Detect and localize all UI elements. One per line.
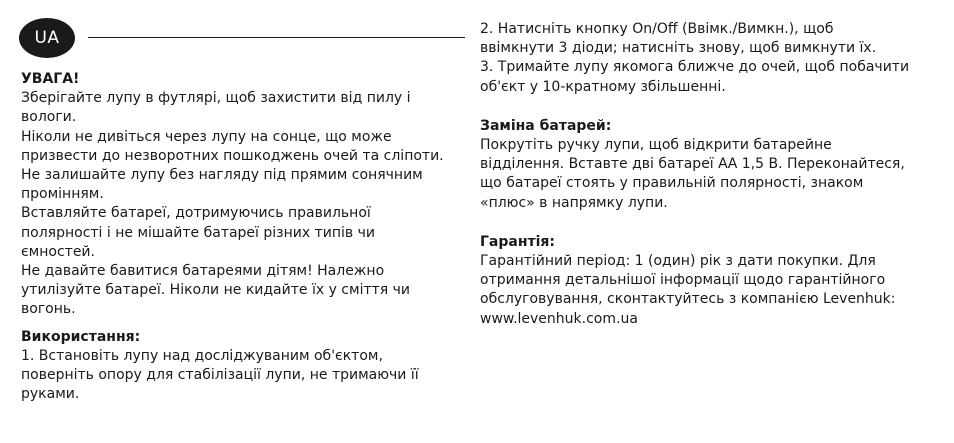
usage-line: 3. Тримайте лупу якомога ближче до очей, щоб побачити: [480, 59, 910, 76]
battery-line: відділення. Вставте дві батареї АА 1,5 В. Переконайтеся,: [480, 156, 905, 173]
usage-line: 1. Встановіть лупу над досліджуваним об'єктом,: [21, 347, 383, 364]
warning-section: [21, 70, 461, 320]
warning-line: Зберігайте лупу в футлярі, щоб захистити від пилу і: [21, 90, 411, 107]
usage-continued-section: [480, 20, 942, 97]
warning-line: Вставляйте батареї, дотримуючись правильної: [21, 205, 371, 222]
usage-line: ввімкнути 3 діоди; натисніть знову, щоб вимкнути їх.: [480, 40, 877, 57]
warranty-line: Гарантійний період: 1 (один) рік з дати покупки. Для: [480, 253, 876, 270]
battery-line: що батареї стоять у правильній полярності, знаком: [480, 175, 864, 192]
header-rule: [88, 37, 465, 38]
battery-line: «плюс» в напрямку лупи.: [480, 194, 668, 211]
warranty-line: отримання детальнішої інформації щодо гарантійного: [480, 272, 886, 289]
usage-line: об'єкт у 10-кратному збільшенні.: [480, 78, 726, 95]
warning-line: вологи.: [21, 109, 77, 126]
battery-line: Покрутіть ручку лупи, щоб відкрити батарейне: [480, 137, 832, 154]
warning-heading: УВАГА!: [21, 71, 80, 87]
warranty-heading: Гарантія:: [480, 233, 556, 250]
battery-section: [480, 117, 942, 213]
warning-line: Не залишайте лупу без нагляду під прямим сонячним: [21, 167, 423, 184]
warning-line: полярності і не мішайте батареї різних типів чи: [21, 224, 375, 241]
warranty-section: [480, 233, 942, 329]
usage-line: 2. Натисніть кнопку On/Off (Ввімк./Вимкн.), щоб: [480, 21, 834, 37]
usage-line: поверніть опору для стабілізації лупи, не тримаючи її: [21, 367, 419, 384]
warning-line: вогонь.: [21, 301, 76, 318]
warning-line: Не давайте бавитися батареями дітям! Належно: [21, 263, 385, 280]
warranty-website: www.levenhuk.com.ua: [480, 310, 638, 327]
warning-line: призвести до незворотних пошкоджень очей та сліпоти.: [21, 147, 444, 164]
warranty-line: обслуговування, сконтактуйтесь з компанією Levenhuk:: [480, 291, 896, 308]
warning-line: Ніколи не дивіться через лупу на сонце, що може: [21, 128, 392, 145]
warning-line: ємностей.: [21, 243, 95, 260]
language-badge: [19, 18, 75, 58]
usage-heading: Використання:: [21, 328, 141, 345]
warning-line: промінням.: [21, 186, 104, 203]
language-code: UA: [34, 28, 60, 48]
usage-line: руками.: [21, 386, 80, 403]
left-column: [21, 70, 461, 404]
right-column: [480, 20, 942, 329]
battery-heading: Заміна батарей:: [480, 117, 612, 134]
usage-section: [21, 328, 461, 405]
warning-line: утилізуйте батареї. Ніколи не кидайте їх у сміття чи: [21, 282, 411, 299]
